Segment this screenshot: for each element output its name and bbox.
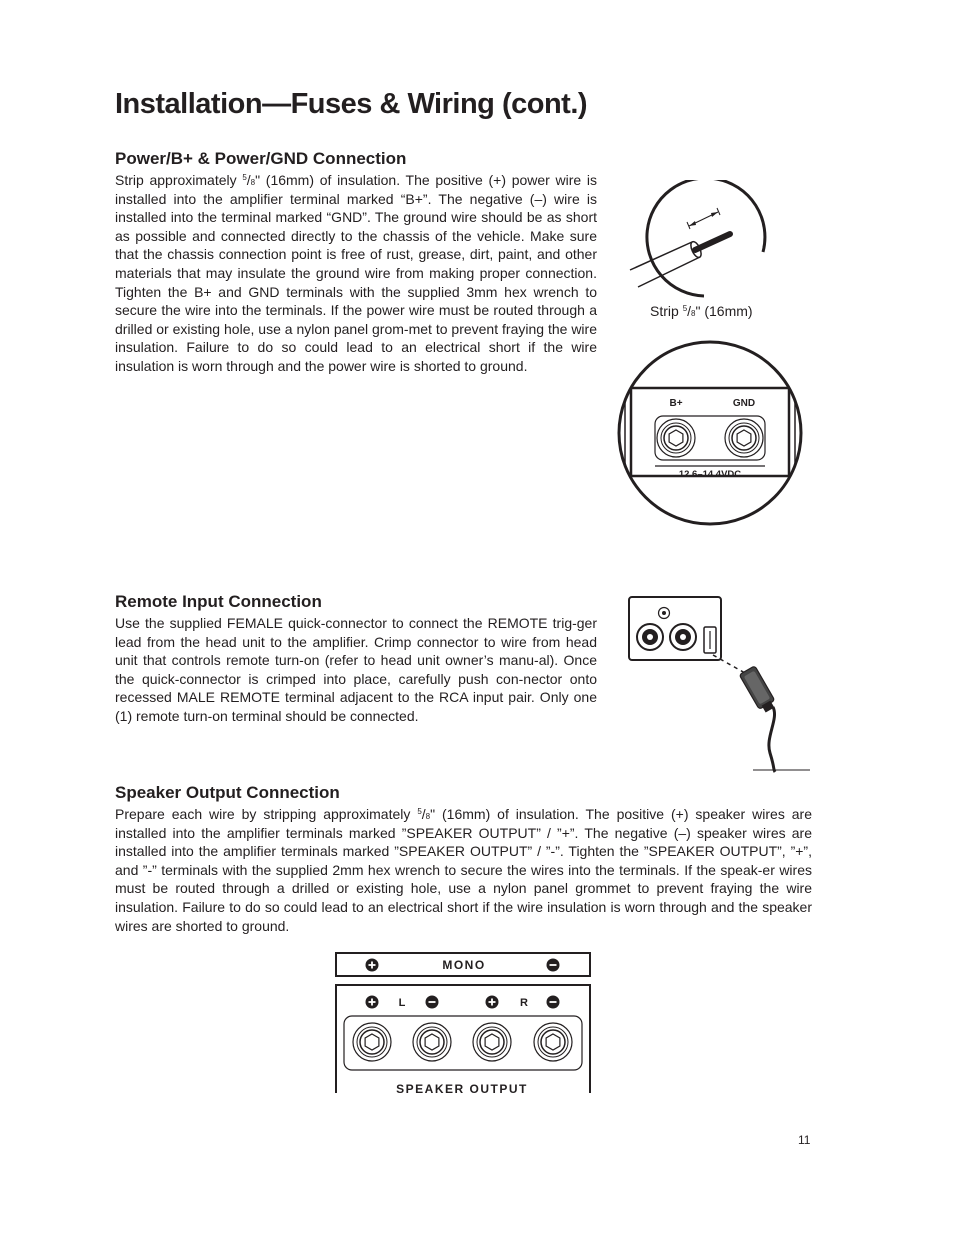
right-minus-icon [547,996,560,1009]
mono-plus-icon [366,959,379,972]
voltage-label: 12.6–14.4VDC [678,469,742,480]
bplus-terminal-screw [657,419,695,457]
speaker-body-post: " (16mm) of insulation. The positive (+) speaker wires are installed into the amplifier terminals marked ”SPEAKER OUTPUT” / ”+”. The negative (–) speaker wires are installed into the amplifier terminals marked ”SPEAKER OUTPUT” / ”-”. Tighten the ”SPEAKER OUTPUT”, ”+”, and ”-” terminals with the supplied 2mm hex wrench to secure the wires into the terminals. If the speak-er wires must be routed through a drilled or existing hole, use a nylon panel grommet to prevent fraying the wire insulation. Failure to do so could lead to an electrical short if the wire insulation is worn through and the speaker wires are shorted to ground. [115,806,812,934]
page-number: 11 [798,1133,811,1147]
power-body-pre: Strip approximately [115,172,243,188]
left-plus-icon [366,996,379,1009]
strip-caption: Strip $^5$/8" (16mm) [650,303,753,319]
speaker-output-label: SPEAKER OUTPUT [396,1082,528,1096]
power-heading: Power/B+ & Power/GND Connection [115,149,407,168]
power-body [115,171,597,376]
rca-jack-left [637,624,663,650]
page-title: Installation—Fuses & Wiring (cont.) [115,88,588,120]
terminal-label-gnd: GND [732,398,756,409]
power-terminal-illustration [615,340,805,526]
female-quick-connector [739,666,778,715]
right-channel-label: R [520,997,528,1009]
speaker-terminal-left-minus [413,1023,451,1061]
rca-jack-right [670,624,696,650]
speaker-body-pre: Prepare each wire by stripping approximately [115,806,418,822]
speaker-terminal-right-plus [473,1023,511,1061]
gnd-terminal-screw [725,419,763,457]
speaker-terminal-right-minus [534,1023,572,1061]
fraction-numerator: 5 [242,173,247,182]
speaker-body: Prepare each wire by stripping approximately $^5$/8" (16mm) of insulation. The positive (+) speaker wires are installed into the amplifier terminals marked ”SPEAKER OUTPUT” / ”+”. The negative (–) speaker wires are installed into the amplifier terminals marked ”SPEAKER OUTPUT” / ”-”. Tighten the ”SPEAKER OUTPUT”, ”+”, and ”-” terminals with the supplied 2mm hex wrench to secure the wires into the terminals. If the speak-er wires must be routed through a drilled or existing hole, use a nylon panel grommet to prevent fraying the wire insulation. Failure to do so could lead to an electrical short if the wire insulation is worn through and the speaker wires are shorted to ground. [115,806,812,934]
fraction-denominator: 8 [250,178,256,187]
left-minus-icon [426,996,439,1009]
right-plus-icon [486,996,499,1009]
speaker-heading: Speaker Output Connection [115,783,340,802]
speaker-terminal-left-plus [353,1023,391,1061]
fraction-slash: / [246,172,251,188]
speaker-output-illustration [332,950,594,1096]
left-channel-label: L [398,997,406,1009]
mono-minus-icon [547,959,560,972]
remote-body: Use the supplied FEMALE quick-connector to connect the REMOTE trig-ger lead from the head unit to the amplifier. Crimp connector to wire from head unit that controls remote turn-on (refer to head unit owner’s manu-al). Once the quick-connector is crimped into place, carefully push con-nector onto recessed MALE REMOTE terminal adjacent to the RCA input pair. Only one (1) remote turn-on terminal should be connected. [115,615,597,724]
wire-strip-illustration [620,180,780,300]
mono-label: MONO [442,958,486,972]
remote-heading: Remote Input Connection [115,592,322,611]
power-body-post: " (16mm) of insulation. The positive (+) power wire is installed into the amplifier terminal marked “B+”. The negative (–) wire is installed into the terminal marked “GND”. The ground wire should be as short as possible and connected directly to the chassis of the vehicle. Make sure that the chassis connection point is free of rust, grease, dirt, paint, and other materials that may insulate the ground wire from making proper connection. Tighten the B+ and GND terminals with the supplied 3mm hex wrench to secure the wire into the terminals. If the power wire must be routed through a drilled or existing hole, use a nylon panel grom-met to prevent fraying the wire insulation. Failure to do so could lead to an electrical short if the wire insulation is worn through and the power wire is shorted to ground. [115,172,597,374]
remote-connector-illustration [625,593,815,775]
terminal-label-bplus: B+ [669,398,683,409]
